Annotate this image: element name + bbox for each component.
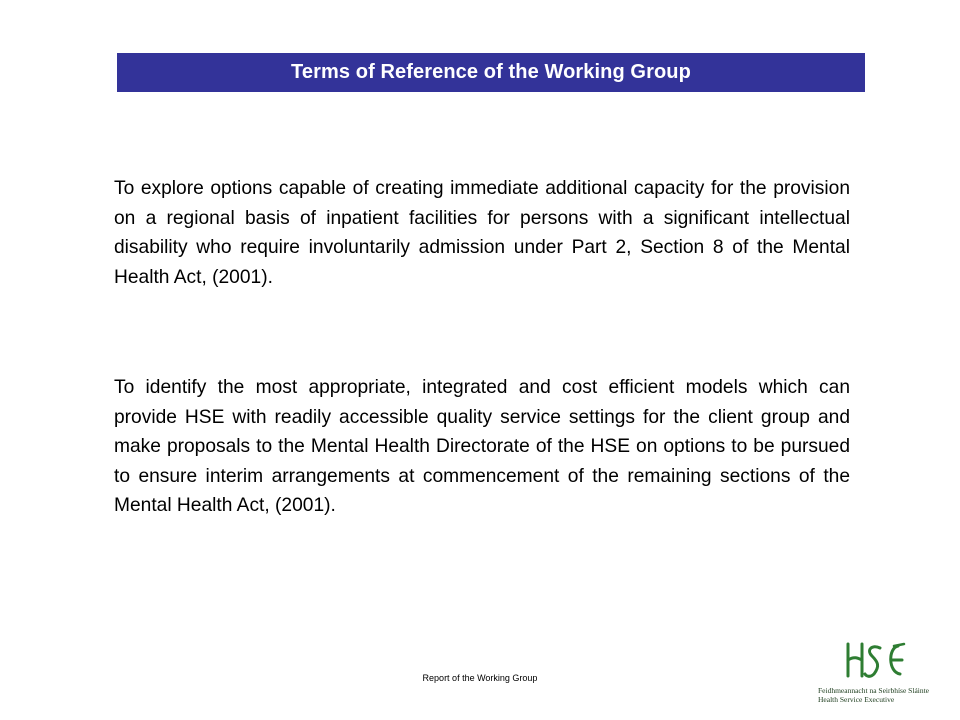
hse-logo <box>818 636 938 712</box>
logo-english-text: Health Service Executive <box>818 695 895 704</box>
hse-logo-icon <box>818 636 938 686</box>
terms-paragraph-2: To identify the most appropriate, integrated and cost efficient models which can provide HSE with readily accessible quality service settings for the client group and make proposals to the Mental Health Directorate of the HSE on options to be pursued to ensure interim arrangements at commencement of the remaining sections of the Mental Health Act, (2001). <box>114 377 850 516</box>
terms-paragraph-1: To explore options capable of creating immediate additional capacity for the provision on a regional basis of inpatient facilities for persons with a significant intellectual disability who require involuntarily admission under Part 2, Section 8 of the Mental Health Act, (2001). <box>114 178 850 288</box>
footer-text: Report of the Working Group <box>422 673 538 683</box>
logo-irish-text: Feidhmeannacht na Seirbhíse Sláinte <box>818 686 930 695</box>
title-bar <box>117 53 865 92</box>
page-title: Terms of Reference of the Working Group <box>291 61 691 83</box>
